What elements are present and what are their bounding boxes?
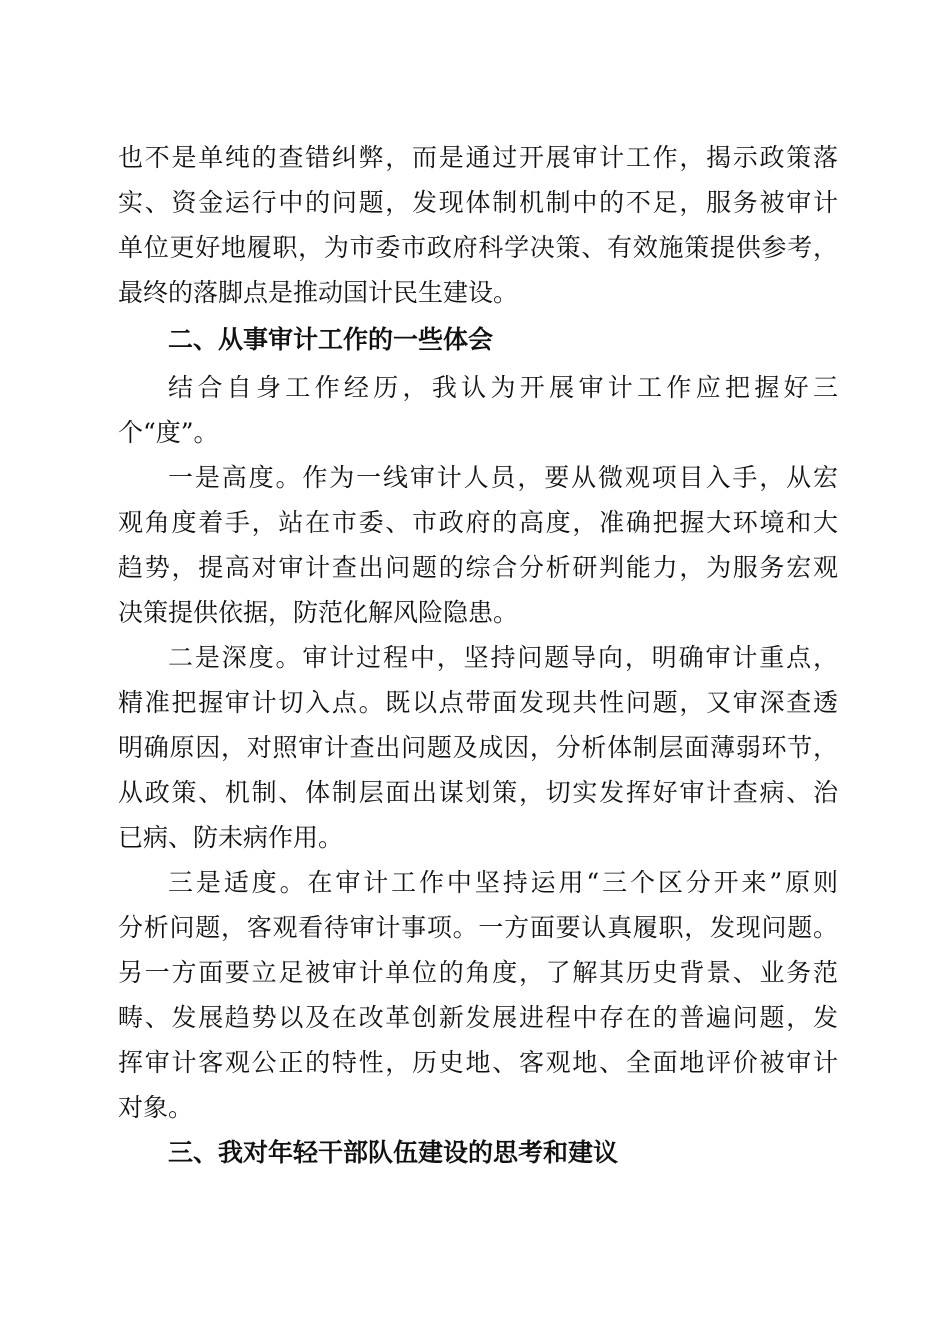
paragraph-line: 分析问题，客观看待审计事项。一方面要认真履职，发现问题。 xyxy=(118,913,838,942)
paragraph-line: 对象。 xyxy=(118,1093,194,1122)
paragraph-line: 畴、发展趋势以及在改革创新发展进程中存在的普遍问题，发 xyxy=(118,1003,838,1032)
paragraph-line: 结合自身工作经历，我认为开展审计工作应把握好三 xyxy=(168,373,838,402)
paragraph-line: 三是适度。在审计工作中坚持运用“三个区分开来”原则 xyxy=(168,868,838,897)
paragraph-line: 明确原因，对照审计查出问题及成因，分析体制层面薄弱环节， xyxy=(118,733,838,762)
section-heading: 三、我对年轻干部队伍建设的思考和建议 xyxy=(168,1138,619,1167)
paragraph-line: 另一方面要立足被审计单位的角度，了解其历史背景、业务范 xyxy=(118,958,838,987)
paragraph-line: 趋势，提高对审计查出问题的综合分析研判能力，为服务宏观 xyxy=(118,553,838,582)
paragraph-line: 实、资金运行中的问题，发现体制机制中的不足，服务被审计 xyxy=(118,188,838,217)
paragraph-line: 个“度”。 xyxy=(118,418,219,447)
paragraph-line: 一是高度。作为一线审计人员，要从微观项目入手，从宏 xyxy=(168,463,838,492)
paragraph-line: 挥审计客观公正的特性，历史地、客观地、全面地评价被审计 xyxy=(118,1048,838,1077)
paragraph-line: 也不是单纯的查错纠弊，而是通过开展审计工作，揭示政策落 xyxy=(118,143,838,172)
section-heading: 二、从事审计工作的一些体会 xyxy=(168,325,494,354)
paragraph-line: 从政策、机制、体制层面出谋划策，切实发挥好审计查病、治 xyxy=(118,778,838,807)
paragraph-line: 最终的落脚点是推动国计民生建设。 xyxy=(118,278,519,307)
paragraph-line: 已病、防未病作用。 xyxy=(118,823,344,852)
paragraph-line: 决策提供依据，防范化解风险隐患。 xyxy=(118,598,519,627)
paragraph-line: 精准把握审计切入点。既以点带面发现共性问题，又审深查透 xyxy=(118,688,838,717)
paragraph-line: 单位更好地履职，为市委市政府科学决策、有效施策提供参考， xyxy=(118,233,838,262)
paragraph-line: 观角度着手，站在市委、市政府的高度，准确把握大环境和大 xyxy=(118,508,838,537)
paragraph-line: 二是深度。审计过程中，坚持问题导向，明确审计重点， xyxy=(168,643,838,672)
